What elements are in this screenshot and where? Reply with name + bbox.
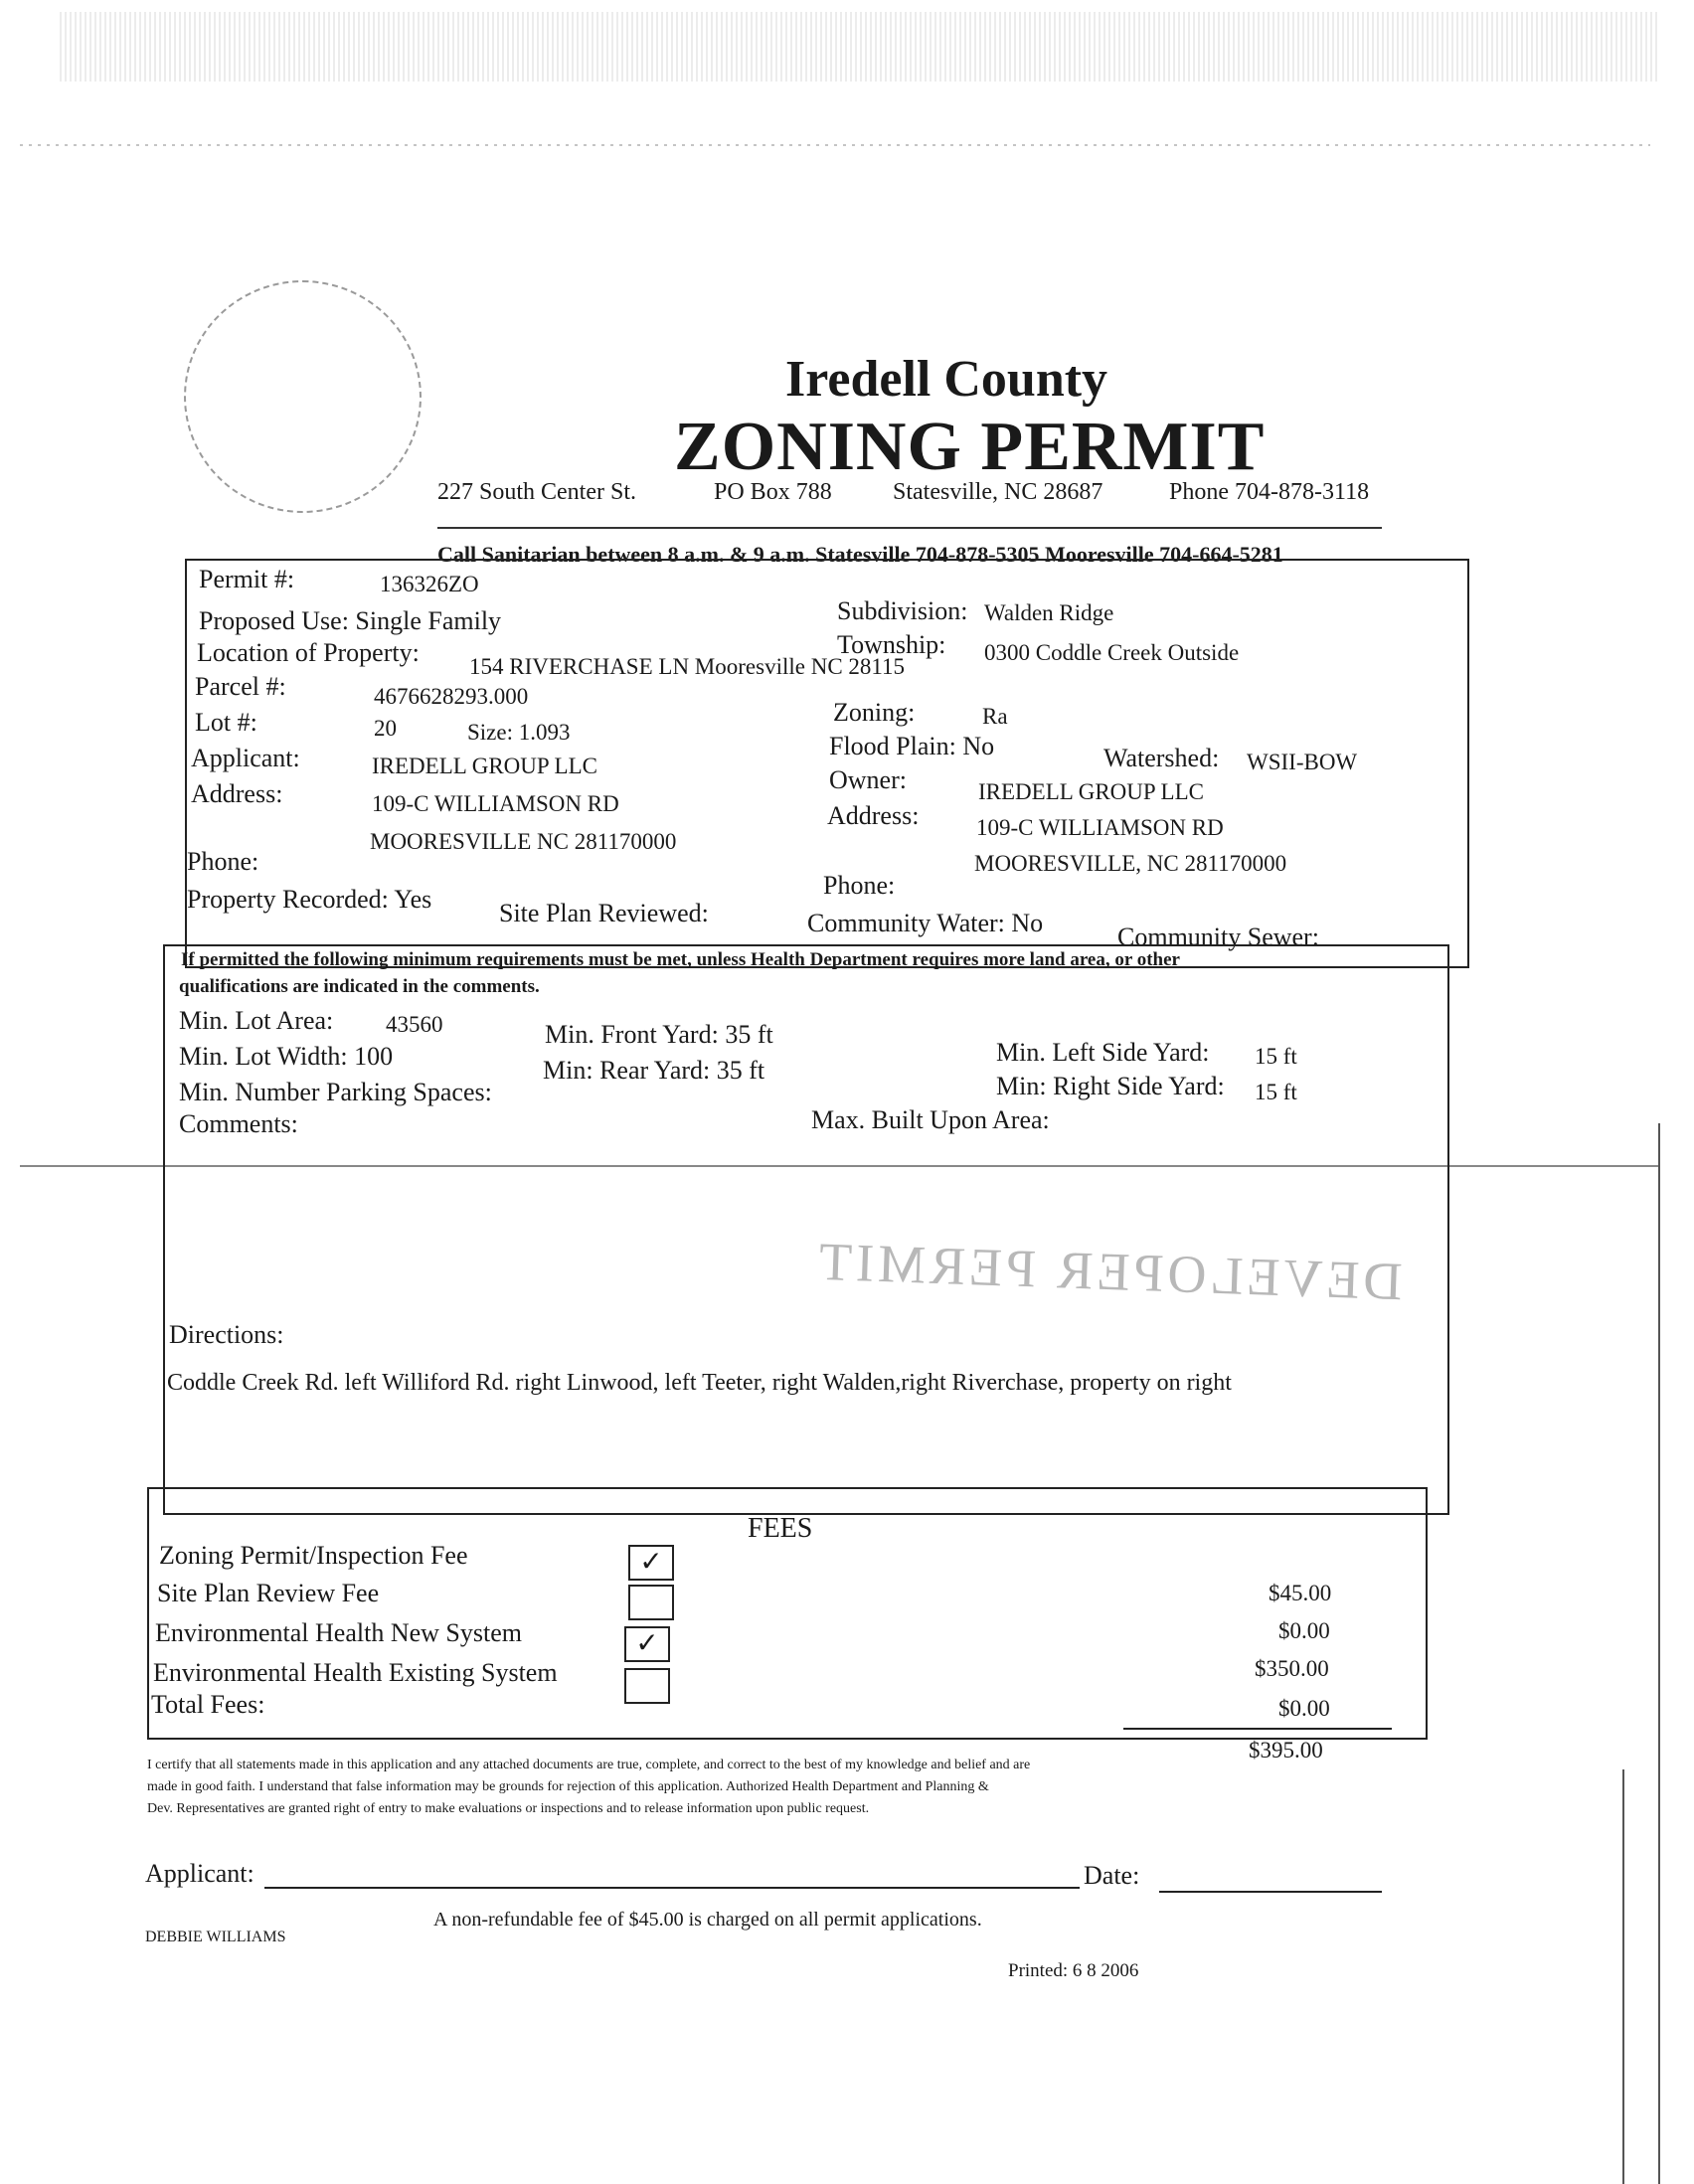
fee-label-site-plan: Site Plan Review Fee [157, 1579, 380, 1607]
applicant-address-line2: MOORESVILLE NC 281170000 [370, 829, 677, 854]
proposed-use: Proposed Use: Single Family [199, 606, 502, 635]
parcel-label: Parcel #: [195, 672, 286, 701]
date-line[interactable] [1159, 1891, 1382, 1893]
zoning-label: Zoning: [833, 698, 916, 727]
owner-address-line2: MOORESVILLE, NC 281170000 [974, 851, 1287, 876]
applicant-signature-line[interactable] [264, 1887, 1080, 1889]
parcel-value: 4676628293.000 [374, 684, 529, 709]
requirements-heading-1: If permitted the following minimum requirements must be met, unless Health Department requires more land area, or other [181, 949, 1180, 970]
applicant-signature-label: Applicant: [145, 1859, 254, 1888]
subdivision-value: Walden Ridge [984, 600, 1114, 625]
certification-line-1: I certify that all statements made in this application and any attached documents are true, complete, and correct to the best of my knowledge and belief and are [147, 1758, 1031, 1772]
township-value: 0300 Coddle Creek Outside [984, 640, 1240, 665]
page-edge-line [1658, 1123, 1660, 2184]
community-water: Community Water: No [807, 909, 1044, 937]
sanitarian-notice: Call Sanitarian between 8 a.m. & 9 a.m. Statesville 704-878-5305 Mooresville 704-664-5281 [437, 542, 1283, 567]
min-right-side-yard: 15 ft [1255, 1080, 1297, 1104]
owner-name: IREDELL GROUP LLC [978, 779, 1205, 804]
watershed-label: Watershed: [1103, 744, 1220, 772]
lot-size: Size: 1.093 [467, 720, 571, 745]
requirements-box [163, 944, 1449, 1515]
owner-phone-label: Phone: [823, 871, 896, 900]
permit-number-label: Permit #: [199, 565, 295, 593]
min-lot-area: 43560 [386, 1012, 443, 1037]
property-recorded: Property Recorded: Yes [187, 885, 432, 914]
requirements-heading-2: qualifications are indicated in the comments. [179, 976, 540, 997]
flood-plain: Flood Plain: No [829, 732, 995, 760]
directions-text: Coddle Creek Rd. left Williford Rd. right Linwood, left Teeter, right Walden,right Riverchase, property on right [167, 1370, 1232, 1396]
developer-permit-stamp: DEVELOPER PERMIT [814, 1231, 1404, 1312]
certification-line-2: made in good faith. I understand that false information may be grounds for rejection of this application. Authorized Health Department and Planning & [147, 1779, 989, 1794]
owner-label: Owner: [829, 765, 907, 794]
min-rear-yard: Min: Rear Yard: 35 ft [543, 1056, 765, 1085]
site-plan-reviewed: Site Plan Reviewed: [499, 899, 709, 927]
fee-label-env-existing: Environmental Health Existing System [153, 1658, 558, 1687]
max-built-upon-area: Max. Built Upon Area: [811, 1105, 1050, 1134]
fee-amount-2: $0.00 [1278, 1618, 1330, 1643]
fee-checkbox-zoning[interactable]: ✓ [628, 1545, 674, 1581]
zoning-value: Ra [982, 704, 1008, 729]
scan-dotted-line [20, 144, 1650, 146]
fee-amount-3: $350.00 [1255, 1656, 1329, 1681]
total-fees: $395.00 [1249, 1738, 1323, 1763]
fee-label-env-new: Environmental Health New System [155, 1618, 522, 1647]
certification-line-3: Dev. Representatives are granted right of entry to make evaluations or inspections and to release information upon public request. [147, 1801, 870, 1816]
page-title: ZONING PERMIT [674, 409, 1266, 485]
location-label: Location of Property: [197, 638, 420, 667]
fee-amount-4: $0.00 [1278, 1696, 1330, 1721]
signer-name: DEBBIE WILLIAMS [145, 1929, 286, 1945]
min-lot-width: Min. Lot Width: 100 [179, 1042, 394, 1071]
fee-label-zoning: Zoning Permit/Inspection Fee [159, 1541, 468, 1570]
total-fees-label: Total Fees: [151, 1690, 265, 1719]
min-left-side-yard: 15 ft [1255, 1044, 1297, 1069]
lot-value: 20 [374, 716, 397, 741]
office-city: Statesville, NC 28687 [893, 479, 1103, 505]
permit-number: 136326ZO [380, 572, 479, 596]
page-edge-line [1622, 1769, 1624, 2184]
applicant-address-line1: 109-C WILLIAMSON RD [372, 791, 619, 816]
office-phone: Phone 704-878-3118 [1169, 479, 1370, 505]
fee-checkbox-env-existing[interactable] [624, 1668, 670, 1704]
min-front-yard: Min. Front Yard: 35 ft [545, 1020, 773, 1049]
owner-address-label: Address: [827, 801, 920, 830]
applicant-address-label: Address: [191, 779, 283, 808]
printed-date: Printed: 6 8 2006 [1008, 1960, 1139, 1981]
fee-checkbox-site-plan[interactable] [628, 1585, 674, 1620]
nonrefundable-notice: A non-refundable fee of $45.00 is charged on all permit applications. [433, 1909, 982, 1931]
community-sewer: Community Sewer: [1117, 923, 1319, 951]
subdivision-label: Subdivision: [837, 596, 968, 625]
office-street: 227 South Center St. [437, 479, 637, 505]
min-left-side-yard-label: Min. Left Side Yard: [996, 1038, 1210, 1067]
header-rule [437, 527, 1382, 529]
office-po-box: PO Box 788 [714, 479, 832, 505]
fees-title: FEES [748, 1513, 813, 1544]
applicant-name: IREDELL GROUP LLC [372, 754, 598, 778]
county-name: Iredell County [785, 351, 1108, 408]
min-lot-area-label: Min. Lot Area: [179, 1006, 334, 1035]
fee-amount-1: $45.00 [1269, 1581, 1332, 1605]
applicant-phone-label: Phone: [187, 847, 259, 876]
watershed-value: WSII-BOW [1247, 750, 1358, 774]
owner-address-line1: 109-C WILLIAMSON RD [976, 815, 1224, 840]
punch-hole-mark [184, 280, 422, 513]
lot-label: Lot #: [195, 708, 257, 737]
comments-label: Comments: [179, 1109, 298, 1138]
min-right-side-yard-label: Min: Right Side Yard: [996, 1072, 1225, 1100]
applicant-label: Applicant: [191, 744, 300, 772]
location-value: 154 RIVERCHASE LN Mooresville NC 28115 [469, 654, 906, 679]
fee-checkbox-env-new[interactable]: ✓ [624, 1626, 670, 1662]
total-rule [1123, 1728, 1392, 1730]
date-label: Date: [1084, 1861, 1140, 1890]
min-parking-spaces: Min. Number Parking Spaces: [179, 1078, 492, 1106]
township-label: Township: [837, 630, 946, 659]
directions-label: Directions: [169, 1320, 284, 1349]
scan-noise [60, 12, 1660, 82]
